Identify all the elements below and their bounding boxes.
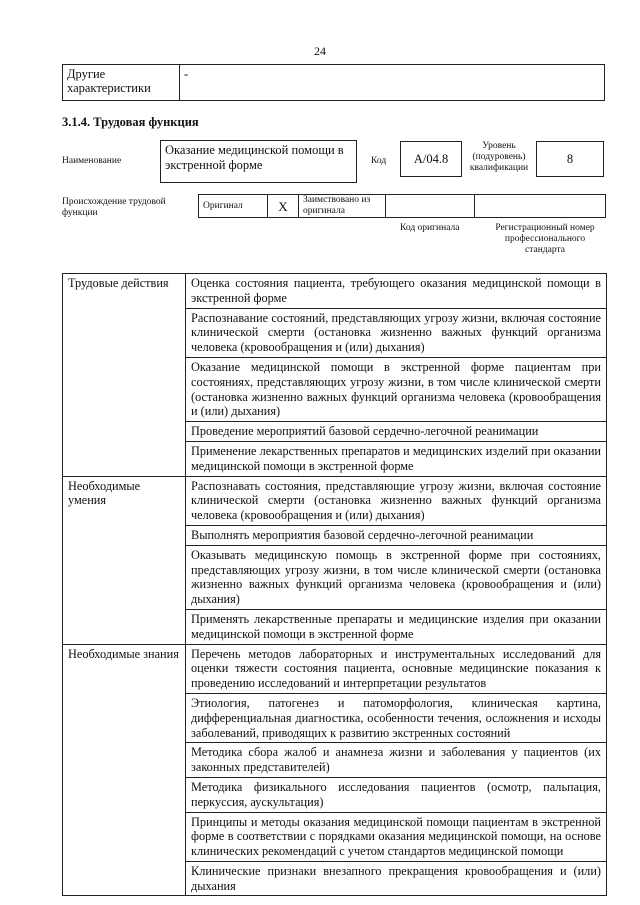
list-item: Применять лекарственные препараты и медицинские изделия при оказании медицинской помощи в экстренной форме bbox=[186, 609, 607, 644]
level-label: Уровень (подуровень) квалификации bbox=[469, 141, 529, 173]
other-characteristics-label: Другие характеристики bbox=[63, 65, 180, 101]
original-mark: X bbox=[268, 195, 299, 218]
section-title: 3.1.4. Трудовая функция bbox=[62, 115, 199, 129]
list-item: Принципы и методы оказания медицинской помощи пациентам в экстренной форме в соответствии с порядками оказания медицинской помощи, на основе клинических рекомендаций с учетом стандартов медицинской помощи bbox=[186, 812, 607, 861]
section-label-actions: Трудовые действия bbox=[63, 274, 186, 477]
list-item: Распознавание состояний, представляющих угрозу жизни, включая состояние клинической смерти (остановка жизненно важных функций организма человека (кровообращения и (или) дыхания) bbox=[186, 308, 607, 357]
origin-label: Происхождение трудовой функции bbox=[62, 197, 166, 218]
reg-number-label: Регистрационный номер профессионального стандарта bbox=[495, 223, 595, 255]
code-label: Код bbox=[371, 156, 387, 166]
list-item: Распознавать состояния, представляющие угрозу жизни, включая состояние клинической смерти (остановка жизненно важных функций организма человека (кровообращения и (или) дыхания) bbox=[186, 476, 607, 525]
origin-table bbox=[198, 194, 606, 218]
labor-function-table bbox=[62, 273, 607, 896]
list-item: Перечень методов лабораторных и инструментальных исследований для оценки тяжести состояния пациента, основные медицинские показания к проведению исследований и интерпретации результатов bbox=[186, 644, 607, 693]
list-item: Оказывать медицинскую помощь в экстренной форме при состояниях, представляющих угрозу жизни, в том числе клинической смерти (остановка жизненно важных функций организма человека (кровообращения и (или) дыхания) bbox=[186, 545, 607, 609]
name-label: Наименование bbox=[62, 156, 122, 166]
reg-number-cell bbox=[475, 195, 606, 218]
original-label: Оригинал bbox=[199, 195, 268, 218]
section-label-skills: Необходимые умения bbox=[63, 476, 186, 644]
list-item: Оценка состояния пациента, требующего оказания медицинской помощи в экстренной форме bbox=[186, 274, 607, 309]
list-item: Выполнять мероприятия базовой сердечно-легочной реанимации bbox=[186, 525, 607, 545]
list-item: Клинические признаки внезапного прекращения кровообращения и (или) дыхания bbox=[186, 861, 607, 896]
other-characteristics-value: - bbox=[180, 65, 605, 101]
level-value: 8 bbox=[536, 141, 604, 177]
list-item: Методика физикального исследования пациентов (осмотр, пальпация, перкуссия, аускультация) bbox=[186, 777, 607, 812]
code-value: А/04.8 bbox=[400, 141, 462, 177]
section-label-knowledge: Необходимые знания bbox=[63, 644, 186, 896]
page-number: 24 bbox=[314, 44, 326, 58]
name-value: Оказание медицинской помощи в экстренной форме bbox=[160, 140, 357, 183]
code-original-label: Код оригинала bbox=[400, 223, 460, 233]
borrowed-label: Заимствовано из оригинала bbox=[299, 195, 386, 218]
list-item: Этиология, патогенез и патоморфология, клиническая картина, дифференциальная диагностика, особенности течения, осложнения и исходы заболеваний, приводящих к развитию экстренных состояний bbox=[186, 693, 607, 742]
list-item: Проведение мероприятий базовой сердечно-легочной реанимации bbox=[186, 422, 607, 442]
list-item: Методика сбора жалоб и анамнеза жизни и заболевания у пациентов (их законных представителей) bbox=[186, 743, 607, 778]
code-original-cell bbox=[386, 195, 475, 218]
list-item: Применение лекарственных препаратов и медицинских изделий при оказании медицинской помощи в экстренной форме bbox=[186, 441, 607, 476]
other-characteristics-table bbox=[62, 64, 605, 101]
list-item: Оказание медицинской помощи в экстренной форме пациентам при состояниях, представляющих угрозу жизни, в том числе клинической смерти (остановка жизненно важных функций организма человека (кровообращения и (или) дыхания) bbox=[186, 357, 607, 421]
